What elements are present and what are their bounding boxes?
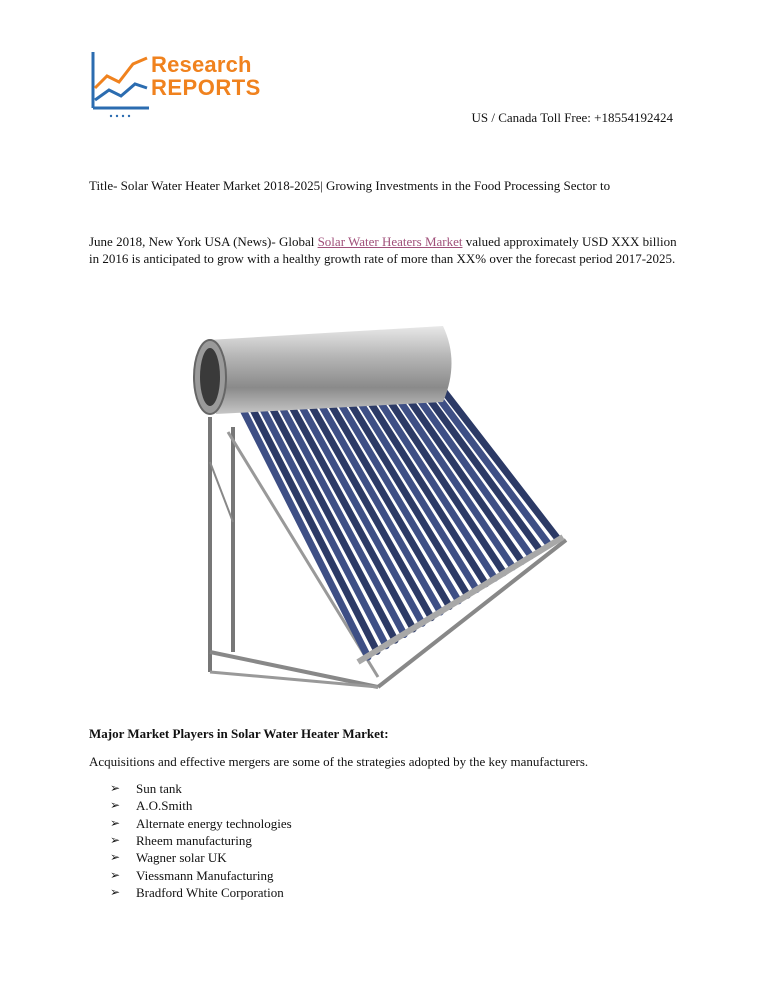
section-intro: Acquisitions and effective mergers are some of the strategies adopted by the key manufacturers. <box>89 754 589 769</box>
page-title: Title- Solar Water Heater Market 2018-2025| Growing Investments in the Food Processing Sector to <box>89 178 611 193</box>
arrow-bullet-icon: ➢ <box>110 833 121 848</box>
market-players-list <box>110 780 292 901</box>
list-item <box>110 849 292 866</box>
section-heading: Major Market Players in Solar Water Heater Market: <box>89 726 389 741</box>
player-name: Sun tank <box>136 781 182 797</box>
arrow-bullet-icon: ➢ <box>110 884 121 899</box>
list-item <box>110 884 292 901</box>
list-item <box>110 866 292 883</box>
player-name: Viessmann Manufacturing <box>136 867 274 883</box>
player-name: Rheem manufacturing <box>136 833 252 849</box>
arrow-bullet-icon: ➢ <box>110 798 121 813</box>
chart-logo-icon <box>89 50 153 120</box>
player-name: Alternate energy technologies <box>136 815 292 831</box>
research-reports-logo <box>89 50 269 120</box>
arrow-bullet-icon: ➢ <box>110 867 121 882</box>
logo-text-research: Research <box>151 52 252 77</box>
vacuum-tubes <box>238 390 558 657</box>
arrow-bullet-icon: ➢ <box>110 850 121 865</box>
intro-paragraph <box>89 233 679 267</box>
arrow-bullet-icon: ➢ <box>110 781 121 796</box>
intro-prefix: June 2018, New York USA (News)- Global <box>89 234 318 249</box>
solar-water-heater-image <box>188 322 570 690</box>
player-name: Wagner solar UK <box>136 850 227 866</box>
player-name: Bradford White Corporation <box>136 884 284 900</box>
intro-suffix: valued approximately USD XXX billion in 2016 is anticipated to grow with a healthy growth rate of more than XX% over the forecast period 2017-2025. <box>89 234 677 266</box>
toll-free-number: US / Canada Toll Free: +18554192424 <box>471 110 673 125</box>
solar-water-heaters-market-link[interactable]: Solar Water Heaters Market <box>317 234 463 249</box>
list-item <box>110 780 292 797</box>
arrow-bullet-icon: ➢ <box>110 815 121 830</box>
list-item <box>110 815 292 832</box>
list-item <box>110 797 292 814</box>
player-name: A.O.Smith <box>136 798 193 814</box>
list-item <box>110 832 292 849</box>
logo-text-reports: REPORTS <box>151 75 261 100</box>
